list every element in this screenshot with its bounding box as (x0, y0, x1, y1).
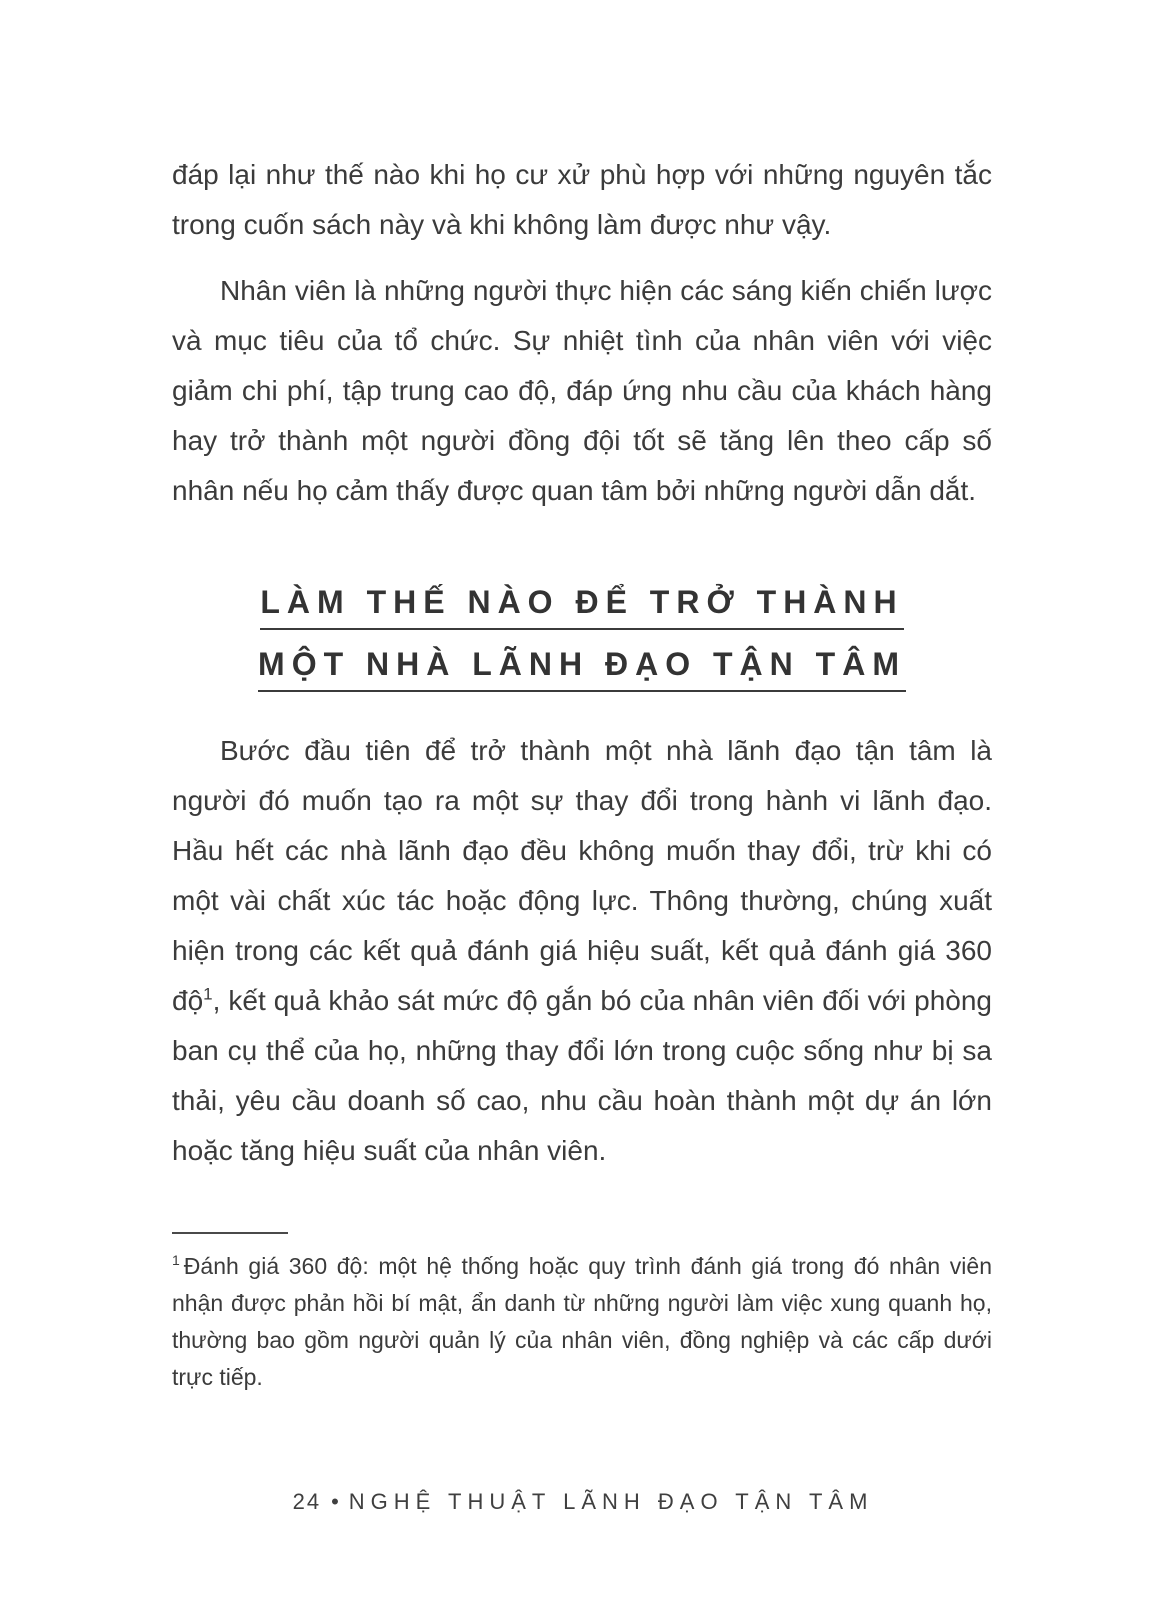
section-heading-line-2: MỘT NHÀ LÃNH ĐẠO TẬN TÂM (258, 646, 906, 692)
footnote (172, 1248, 992, 1396)
section-heading-line-1: LÀM THẾ NÀO ĐỂ TRỞ THÀNH (260, 584, 903, 630)
book-title: NGHỆ THUẬT LÃNH ĐẠO TẬN TÂM (348, 1489, 874, 1514)
paragraph-text-before-ref: Bước đầu tiên để trở thành một nhà lãnh đạo tận tâm là người đó muốn tạo ra một sự thay đổi trong hành vi lãnh đạo. Hầu hết các nhà lãnh đạo đều không muốn thay đổi, trừ khi có một vài chất xúc tác hoặc động lực. Thông thường, chúng xuất hiện trong các kết quả đánh giá hiệu suất, kết quả đánh giá 360 độ (172, 735, 992, 1016)
page-number: 24 (292, 1489, 322, 1514)
page-footer (0, 1489, 1166, 1515)
footnote-text: Đánh giá 360 độ: một hệ thống hoặc quy trình đánh giá trong đó nhân viên nhận được phản hồi bí mật, ẩn danh từ những người làm việc xung quanh họ, thường bao gồm người quản lý của nhân viên, đồng nghiệp và các cấp dưới trực tiếp. (172, 1253, 992, 1390)
footnote-marker: 1 (172, 1252, 180, 1269)
footnote-block (172, 1232, 992, 1396)
footnote-reference: 1 (203, 984, 213, 1004)
footer-bullet-icon: • (331, 1489, 339, 1514)
paragraph-employees: Nhân viên là những người thực hiện các sáng kiến chiến lược và mục tiêu của tổ chức. Sự nhiệt tình của nhân viên với việc giảm chi phí, tập trung cao độ, đáp ứng nhu cầu của khách hàng hay trở thành một người đồng đội tốt sẽ tăng lên theo cấp số nhân nếu họ cảm thấy được quan tâm bởi những người dẫn dắt. (172, 275, 992, 506)
paragraph-becoming-leader (172, 726, 992, 1176)
paragraph-text-after-ref: , kết quả khảo sát mức độ gắn bó của nhân viên đối với phòng ban cụ thể của họ, những thay đổi lớn trong cuộc sống như bị sa thải, yêu cầu doanh số cao, nhu cầu hoàn thành một dự án lớn hoặc tăng hiệu suất của nhân viên. (172, 985, 992, 1166)
footnote-separator-rule (172, 1232, 288, 1234)
section-heading (172, 584, 992, 692)
paragraph-continuation: đáp lại như thế nào khi họ cư xử phù hợp với những nguyên tắc trong cuốn sách này và khi không làm được như vậy. (172, 159, 992, 240)
